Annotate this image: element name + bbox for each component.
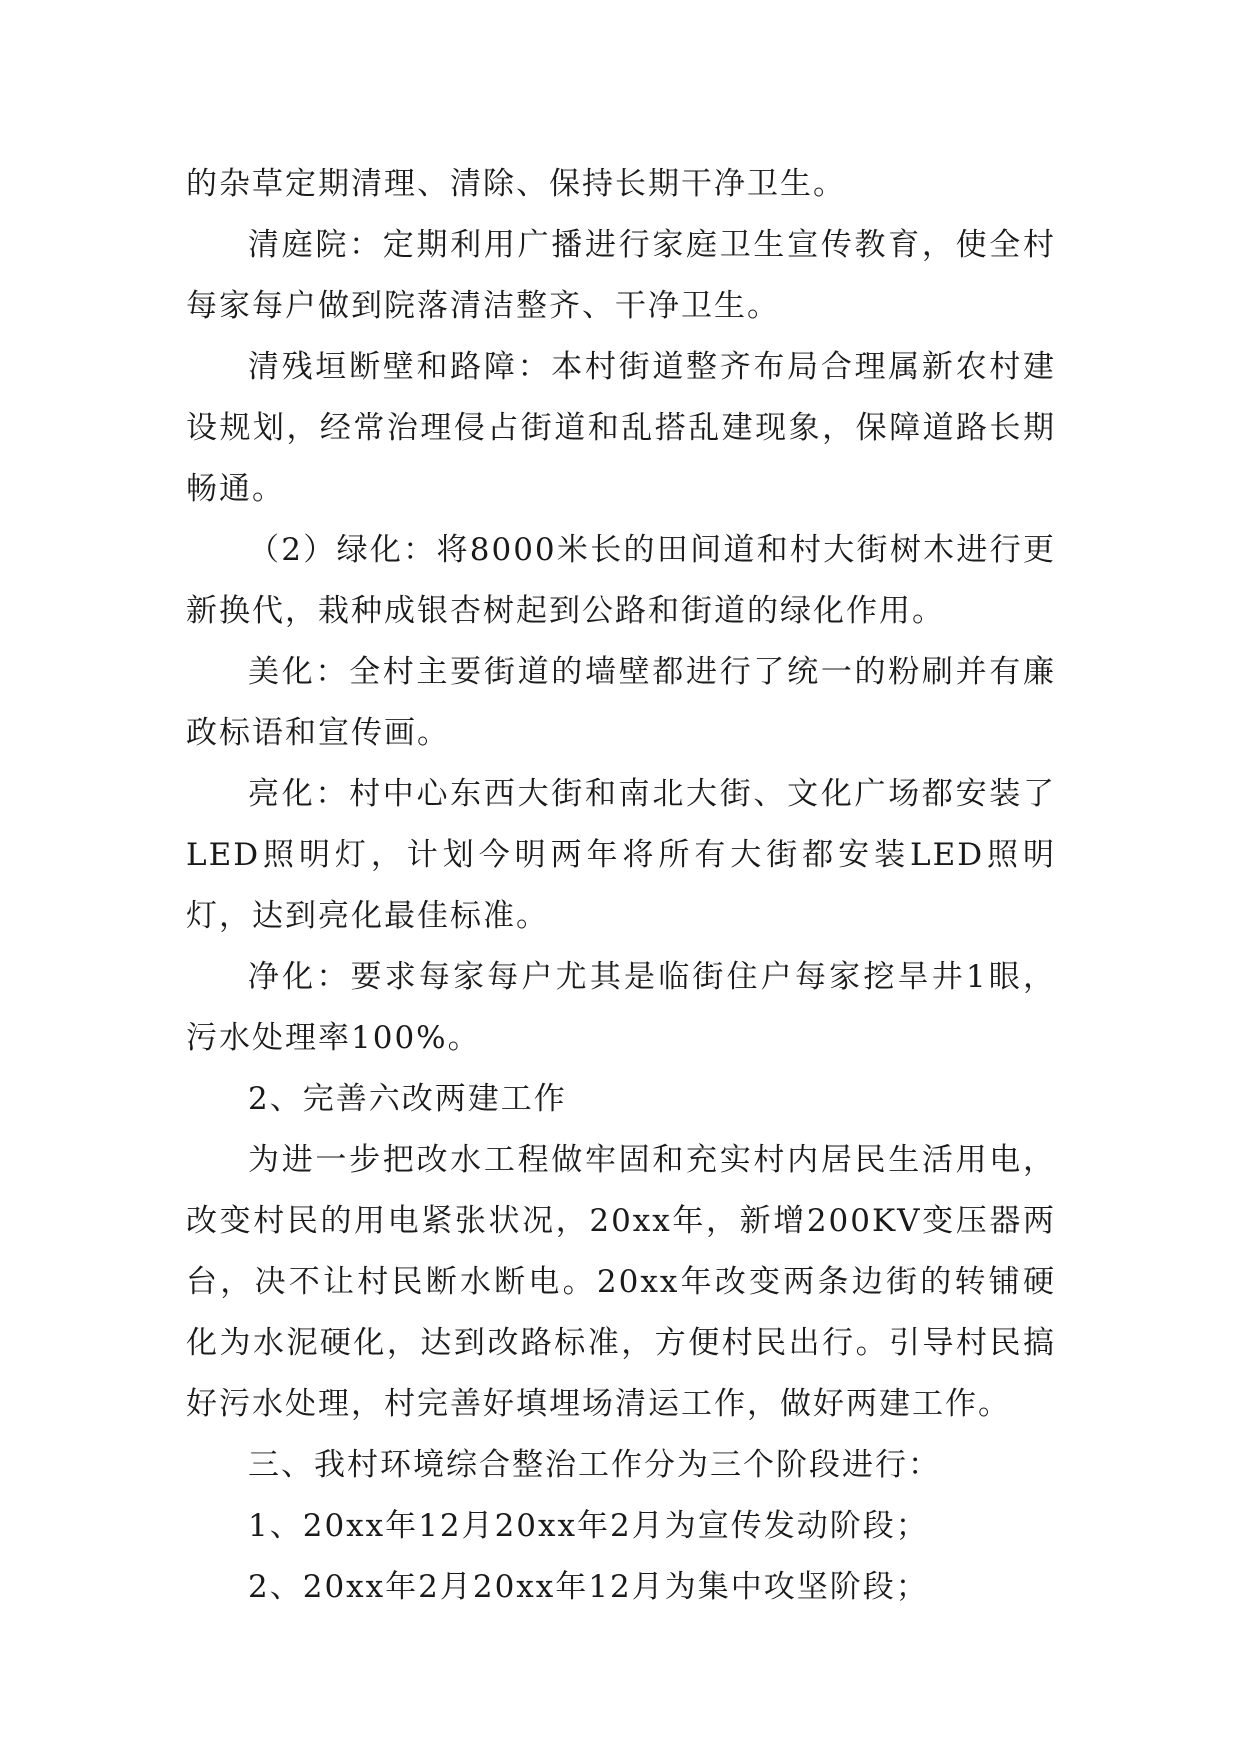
paragraph-4: （2）绿化：将8000米长的田间道和村大街树木进行更新换代，栽种成银杏树起到公路和街道的绿化作用。 <box>186 532 1056 629</box>
document-body <box>186 154 1056 1618</box>
paragraph-3: 清残垣断壁和路障：本村街道整齐布局合理属新农村建设规划，经常治理侵占街道和乱搭乱建现象，保障道路长期畅通。 <box>186 349 1056 507</box>
section-heading-3: 三、我村环境综合整治工作分为三个阶段进行： <box>248 1447 941 1483</box>
list-item-1: 1、20xx年12月20xx年2月为宣传发动阶段； <box>248 1508 929 1544</box>
paragraph-9: 为进一步把改水工程做牢固和充实村内居民生活用电，改变村民的用电紧张状况，20xx年，新增200KV变压器两台，决不让村民断水断电。20xx年改变两条边街的转铺硬化为水泥硬化，达到改路标准，方便村民出行。引导村民搞好污水处理，村完善好填埋场清运工作，做好两建工作。 <box>186 1142 1056 1422</box>
paragraph-7: 净化：要求每家每户尤其是临街住户每家挖旱井1眼，污水处理率100%。 <box>186 959 1056 1056</box>
paragraph-1: 的杂草定期清理、清除、保持长期干净卫生。 <box>186 166 846 202</box>
list-item-2: 2、20xx年2月20xx年12月为集中攻坚阶段； <box>248 1569 929 1605</box>
paragraph-5: 美化：全村主要街道的墙壁都进行了统一的粉刷并有廉政标语和宣传画。 <box>186 654 1056 751</box>
section-heading-2: 2、完善六改两建工作 <box>248 1081 567 1117</box>
paragraph-2: 清庭院：定期利用广播进行家庭卫生宣传教育，使全村每家每户做到院落清洁整齐、干净卫生。 <box>186 227 1056 324</box>
paragraph-6: 亮化：村中心东西大街和南北大街、文化广场都安装了LED照明灯，计划今明两年将所有大街都安装LED照明灯，达到亮化最佳标准。 <box>186 776 1056 934</box>
